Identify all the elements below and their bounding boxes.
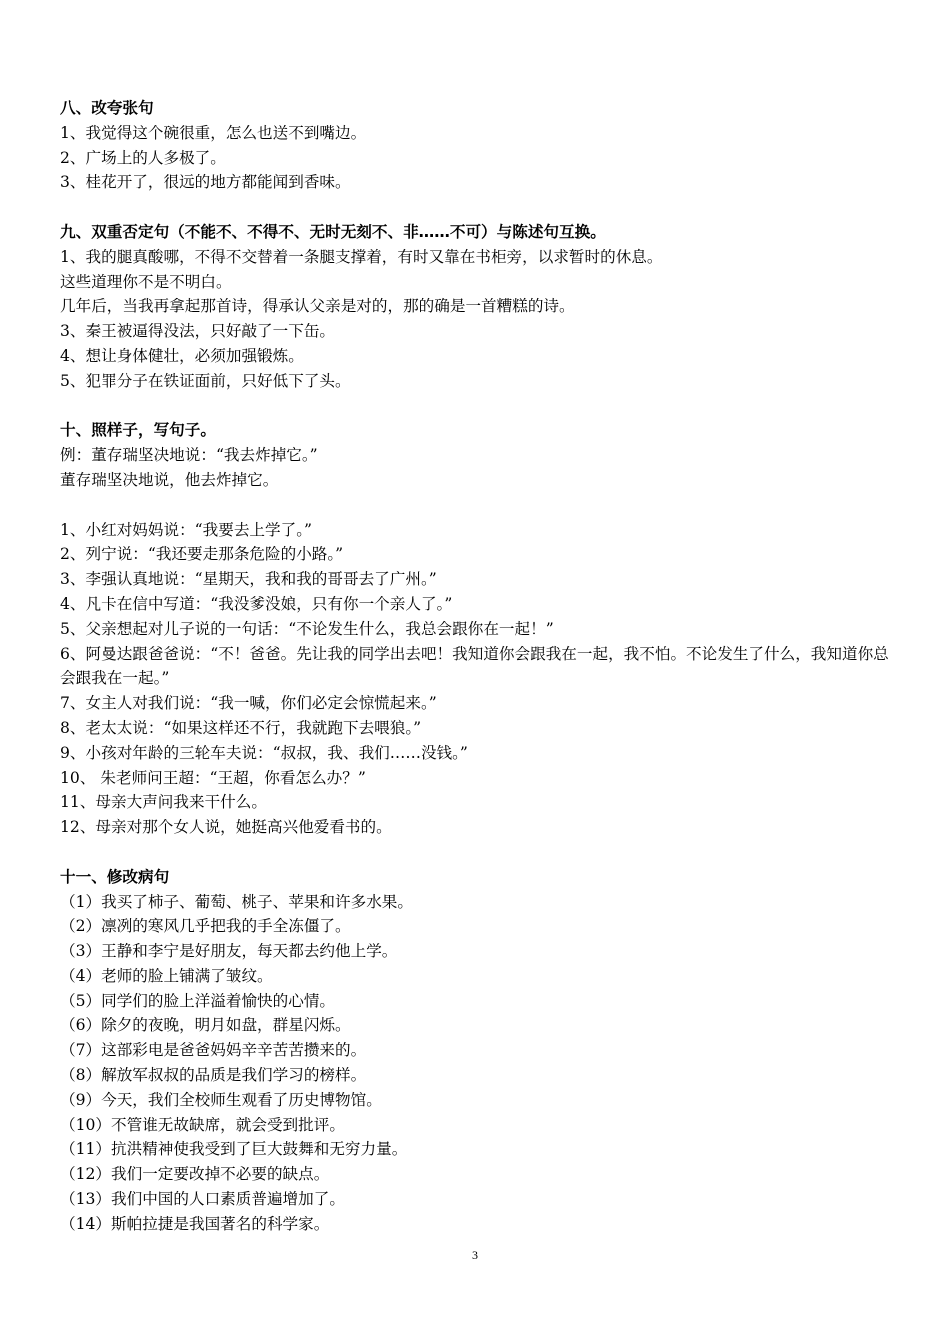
- exercise-line: （9）今天，我们全校师生观看了历史博物馆。: [60, 1090, 382, 1109]
- exercise-line: （13）我们中国的人口素质普遍增加了。: [60, 1190, 345, 1209]
- exercise-line: 12、母亲对那个女人说，她挺高兴他爱看书的。: [60, 818, 392, 837]
- exercise-line: （10）不管谁无故缺席，就会受到批评。: [60, 1115, 345, 1134]
- exercise-line: 6、阿曼达跟爸爸说：“不！爸爸。先让我的同学出去吧！我知道你会跟我在一起，我不怕。不论发生了什么，我知道你总会跟我在一起。”: [60, 644, 889, 688]
- exercise-line: （12）我们一定要改掉不必要的缺点。: [60, 1165, 330, 1184]
- exercise-line: 5、父亲想起对儿子说的一句话：“不论发生什么，我总会跟你在一起！”: [60, 619, 554, 638]
- page-number: 3: [472, 1248, 478, 1262]
- exercise-line: （8）解放军叔叔的品质是我们学习的榜样。: [60, 1066, 367, 1085]
- exercise-line: 1、我的腿真酸哪，不得不交替着一条腿支撑着，有时又靠在书柜旁，以求暂时的休息。: [60, 247, 663, 266]
- exercise-line: （3）王静和李宁是好朋友，每天都去约他上学。: [60, 942, 398, 961]
- exercise-line: （7）这部彩电是爸爸妈妈辛辛苦苦攒来的。: [60, 1041, 367, 1060]
- section-heading: 十、照样子，写句子。: [60, 421, 216, 440]
- example-line: 例：董存瑞坚决地说：“我去炸掉它。”: [60, 446, 318, 465]
- exercise-line: 9、小孩对年龄的三轮车夫说：“叔叔，我、我们……没钱。”: [60, 743, 468, 762]
- section-heading: 八、改夸张句: [60, 99, 154, 117]
- exercise-line: （2）凛冽的寒风几乎把我的手全冻僵了。: [60, 917, 351, 936]
- exercise-line: 1、我觉得这个碗很重，怎么也送不到嘴边。: [60, 123, 367, 142]
- exercise-line: 8、老太太说：“如果这样还不行，我就跑下去喂狼。”: [60, 718, 422, 737]
- exercise-line: 5、犯罪分子在铁证面前，只好低下了头。: [60, 371, 351, 390]
- exercise-line: 3、李强认真地说：“星期天，我和我的哥哥去了广州。”: [60, 570, 437, 589]
- exercise-line: （1）我买了柿子、葡萄、桃子、苹果和许多水果。: [60, 892, 413, 911]
- exercise-line: 3、桂花开了，很远的地方都能闻到香味。: [60, 173, 351, 192]
- exercise-line: 4、凡卡在信中写道：“我没爹没娘，只有你一个亲人了。”: [60, 594, 453, 613]
- exercise-line: 这些道理你不是不明白。: [60, 272, 232, 291]
- exercise-line: （6）除夕的夜晚，明月如盘，群星闪烁。: [60, 1016, 351, 1035]
- exercise-line: （4）老师的脸上铺满了皱纹。: [60, 966, 273, 985]
- section-heading: 十一、修改病句: [60, 867, 170, 886]
- exercise-line: （11）抗洪精神使我受到了巨大鼓舞和无穷力量。: [60, 1140, 408, 1159]
- exercise-line: 几年后，当我再拿起那首诗，得承认父亲是对的，那的确是一首糟糕的诗。: [60, 297, 575, 316]
- exercise-line: 1、小红对妈妈说：“我要去上学了。”: [60, 520, 312, 539]
- exercise-line: 4、想让身体健壮，必须加强锻炼。: [60, 346, 304, 365]
- exercise-line: （5）同学们的脸上洋溢着愉快的心情。: [60, 991, 336, 1010]
- exercise-line: 11、母亲大声问我来干什么。: [60, 793, 267, 812]
- exercise-line: 7、女主人对我们说：“我一喊，你们必定会惊慌起来。”: [60, 694, 437, 713]
- section-heading: 九、双重否定句（不能不、不得不、无时无刻不、非……不可）与陈述句互换。: [60, 222, 606, 241]
- document-page: [60, 96, 900, 1237]
- exercise-line: 10、 朱老师问王超：“王超，你看怎么办？”: [60, 768, 366, 787]
- exercise-line: （14）斯帕拉捷是我国著名的科学家。: [60, 1214, 330, 1233]
- exercise-line: 2、广场上的人多极了。: [60, 148, 226, 167]
- exercise-line: 3、秦王被逼得没法，只好敲了一下缶。: [60, 322, 336, 341]
- exercise-line: 2、列宁说：“我还要走那条危险的小路。”: [60, 545, 344, 564]
- example-line: 董存瑞坚决地说，他去炸掉它。: [60, 470, 279, 489]
